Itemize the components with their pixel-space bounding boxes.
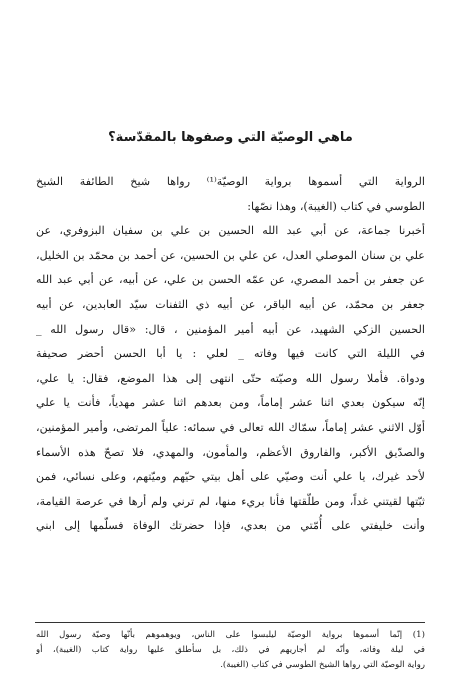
body-line: الرواية التي أسموها برواية الوصيّة⁽¹⁾ رواها شيخ الطائفة الشيخ	[36, 175, 425, 188]
body-line: لأحد غيرك، يا علي أنت وصيّي على أهل بيتي حيّهم وميّتهم، وعلى نسائي، فمن	[36, 470, 425, 484]
body-line: في الليلة التي كانت فيها وفاته _ لعلي : يا أبا الحسن أحضر صحيفة	[36, 347, 425, 361]
footnote-line: رواية الوصيّة التي رواها الشيخ الطوسي في كتاب (الغيبة).	[220, 660, 425, 670]
body-line: الحسين الزكي الشهيد، عن أبيه أمير المؤمنين ، قال: «قال رسول الله _	[36, 322, 425, 336]
footnote-separator	[35, 622, 425, 623]
section-heading: ماهي الوصيّة التي وصفوها بالمقدّسة؟	[108, 130, 353, 145]
body-line: أخبرنا جماعة، عن أبي عبد الله الحسين بن علي بن سفيان البزوفري، عن	[36, 224, 425, 238]
body-line: ودواة. فأملا رسول الله وصيّته حتّى انتهى إلى هذا الموضع، فقال: يا علي،	[36, 371, 425, 385]
footnote-line: (1) إنّما أسموها برواية الوصيّة ليلبسوا على الناس، ويوهموهم بأنّها وصيّة رسول الله	[36, 630, 425, 640]
body-line: عن جعفر بن أحمد المصري، عن عمّه الحسن بن علي، عن أبيه، عن أبي عبد الله	[36, 273, 425, 287]
body-text	[36, 170, 425, 539]
body-line: جعفر بن محمّد، عن أبيه الباقر، عن أبيه ذي الثفنات سيّد العابدين، عن أبيه	[36, 297, 425, 311]
body-line: وأنت خليفتي على أُمّتي من بعدي، فإذا حضرتك الوفاة فسلّمها إلى ابني	[36, 519, 425, 533]
footnotes	[36, 628, 425, 673]
body-line: إنّه سيكون بعدي اثنا عشر إماماً، ومن بعدهم اثنا عشر مهدياً، فأنت يا علي	[36, 396, 425, 410]
body-line: أوّل الاثني عشر إماماً، سمّاك الله تعالى في سمائه: علياً المرتضى، وأمير المؤمنين،	[36, 420, 425, 434]
body-line: علي بن سنان الموصلي العدل، عن علي بن الحسين، عن أحمد بن محمّد بن الخليل،	[36, 248, 425, 262]
body-line: والصدّيق الأكبر، والفاروق الأعظم، والمأمون، والمهدي، فلا تصحّ هذه الأسماء	[36, 445, 425, 459]
footnote-line: في ليلة وفاته، وأنّه لم أجاريهم في ذلك، بل سأطلق عليها رواية كتاب (الغيبة)، أو	[36, 645, 425, 655]
body-line: ثبّتها لقيتني غداً، ومن طلّقتها فأنا بريء منها، لم ترني ولم أرها في عرصة القيامة،	[36, 494, 425, 508]
body-line: الطوسي في كتاب (الغيبة)، وهذا نصّها:	[247, 199, 425, 213]
